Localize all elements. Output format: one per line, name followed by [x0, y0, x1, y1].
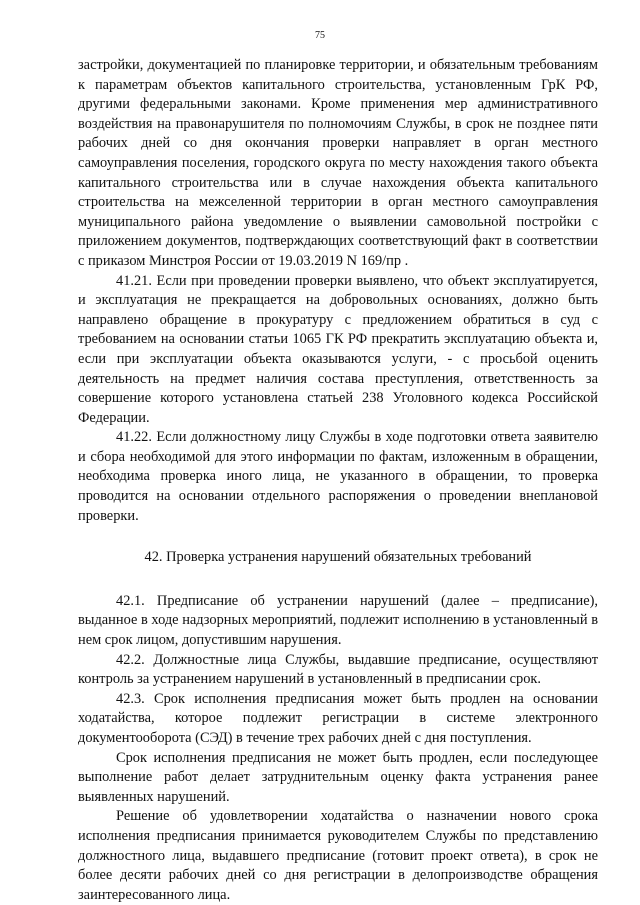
document-body	[78, 56, 598, 905]
section-heading: 42. Проверка устранения нарушений обязательных требований	[144, 549, 532, 566]
paragraph-42-1: 42.1. Предписание об устранении нарушений (далее – предписание), выданное в ходе надзорных мероприятий, подлежит исполнению в установленный в нем срок лицом, допустившим нарушения.	[78, 592, 598, 649]
paragraph-extension-decision: Решение об удовлетворении ходатайства о назначении нового срока исполнения предписания принимается руководителем Службы по представлению должностного лица, выдавшего предписание (готовит проект ответа), в срок не более десяти рабочих дней со дня регистрации в делопроизводстве обращения заинтересованного лица.	[78, 808, 598, 903]
paragraph-41-21: 41.21. Если при проведении проверки выявлено, что объект эксплуатируется, и эксплуатация не прекращается на добровольных основаниях, должно быть направлено обращение в прокуратуру с предложением обратиться в суд с требованием на основании статьи 1065 ГК РФ прекратить эксплуатацию объекта и, если при эксплуатации объекта оказываются услуги, - с просьбой оценить деятельность на предмет наличия состава преступления, ответственность за совершение которого установлена статьей 238 Уголовного кодекса Российской Федерации.	[78, 272, 598, 426]
page-number: 75	[315, 30, 325, 41]
paragraph-extension-limit: Срок исполнения предписания не может быть продлен, если последующее выполнение работ делает затруднительным оценку факта устранения ранее выявленных нарушений.	[78, 749, 598, 805]
paragraph-continuation: застройки, документацией по планировке территории, и обязательным требованиям к параметрам объектов капитального строительства, установленным ГрК РФ, другими федеральными законами. Кроме применения мер административного воздействия на правонарушителя по полномочиям Службы, в срок не позднее пяти рабочих дней со дня окончания проверки направляет в орган местного самоуправления поселения, городского округа по месту нахождения такого объекта капитального строительства или в случае нахождения объекта капитального строительства на межселенной территории в орган местного самоуправления муниципального района уведомление о выявлении самовольной постройки с приложением документов, подтверждающих соответствующий факт в соответствии с приказом Минстроя России от 19.03.2019 N 169/пр .	[78, 57, 598, 269]
paragraph-41-22: 41.22. Если должностному лицу Службы в ходе подготовки ответа заявителю и сбора необходимой для этого информации по фактам, изложенным в обращении, необходима проверка иного лица, не указанного в обращении, то проверка проводится на основании отдельного распоряжения о проведении внеплановой проверки.	[78, 429, 598, 524]
paragraph-42-2: 42.2. Должностные лица Службы, выдавшие предписание, осуществляют контроль за устранением нарушений в установленный в предписании срок.	[78, 651, 598, 688]
paragraph-42-3: 42.3. Срок исполнения предписания может быть продлен на основании ходатайства, которое подлежит регистрации в системе электронного документооборота (СЭД) в течение трех рабочих дней с дня поступления.	[78, 690, 598, 746]
